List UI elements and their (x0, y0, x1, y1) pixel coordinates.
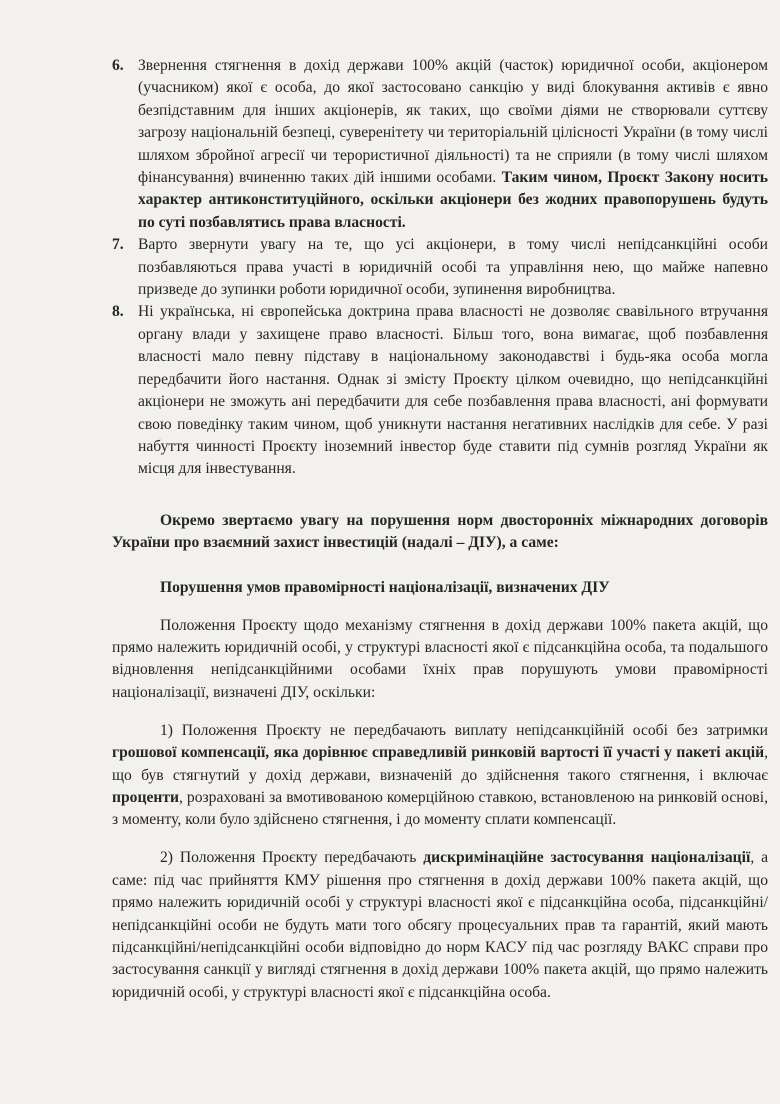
point-2-bold-a: дискримінаційне застосування націоналізації (423, 849, 751, 867)
item-text: Варто звернути увагу на те, що усі акціонери, в тому числі непідсанкційні особи позбавляються права участі в юридичній особі та управління нею, що майже напевно призведе до зупинки роботи юридичної особи, зупинення виробництва. (138, 236, 768, 299)
point-2-text-a: 2) Положення Проєкту передбачають (160, 849, 424, 867)
point-1-text-c: , розраховані за вмотивованою комерційною ставкою, встановленою на ринковій основі, з моменту, коли було здійснено стягнення, і до моменту сплати компенсації. (112, 788, 768, 829)
section-intro: Окремо звертаємо увагу на порушення норм двосторонніх міжнародних договорів України про взаємний захист інвестицій (надалі – ДІУ), а саме: (112, 511, 768, 552)
list-item-8 (112, 301, 768, 480)
point-1-text-b: , що був стягнутий у дохід держави, визначеній до здійснення такого стягнення, і включає (112, 744, 768, 784)
point-1-bold-a: грошової компенсації, яка дорівнює справедливій ринковій вартості її участі у пакеті акцій (112, 744, 765, 762)
item-number: 8. (112, 303, 124, 321)
item-text-regular: Звернення стягнення в дохід держави 100% акцій (часток) юридичної особи, акціонером (учасником) якої є особа, до якої застосовано санкцію у виді блокування активів є явно безпідставним для інших акціонерів, як таких, що своїми діями не створювали суттєву загрозу національній безпеці, суверенітету чи територіальній цілісності України (в тому числі шляхом збройної агресії чи терористичної діяльності) та не сприяли (в тому числі шляхом фінансування) вчиненню таких дій іншими особами. (138, 57, 768, 187)
point-2-text-b: , а саме: під час прийняття КМУ рішення про стягнення в дохід держави 100% пакета акцій, що прямо належить юридичній особі у структурі власності якої є підсанкційна особа, підсанкційні/непідсанкційні особи не будуть мати того обсягу процесуальних прав та гарантій, який мають підсанкційні/непідсанкційні особи відповідно до норм КАСУ під час розгляду ВАКС справи про застосування санкції у вигляді стягнення в дохід держави 100% пакета акцій, що прямо належить юридичній особі, у структурі власності якої є підсанкційна особа. (112, 849, 768, 1001)
point-1-bold-b: проценти (112, 788, 179, 806)
list-item-6 (112, 55, 768, 234)
item-text (138, 55, 768, 234)
point-2-paragraph (112, 847, 768, 1004)
item-text: Ні українська, ні європейська доктрина права власності не дозволяє свавільного втручання органу влади у захищене право власності. Більш того, вона вимагає, щоб позбавлення власності мало певну підставу в національному законодавстві і будь-яка особа могла передбачити його настання. Однак зі змісту Проєкту цілком очевидно, що непідсанкційні акціонери не зможуть ані передбачити для себе позбавлення права власності, ані формувати свою поведінку таким чином, щоб уникнути настання негативних наслідків для себе. У разі набуття чинності Проєкту іноземний інвестор буде ставити під сумнів розгляд України як місця для інвестування. (138, 303, 768, 478)
item-text-bold: Таким чином, Проєкт Закону носить характер антиконституційного, оскільки акціонери без жодних правопорушень будуть по суті позбавлятись права власності. (138, 169, 768, 231)
document-body (112, 55, 768, 1020)
item-number: 7. (112, 236, 124, 254)
point-1-paragraph (112, 720, 768, 832)
point-1-text-a: 1) Положення Проєкту не передбачають виплату непідсанкційній особі без затримки (160, 721, 768, 739)
list-item-7 (112, 234, 768, 301)
main-paragraph: Положення Проєкту щодо механізму стягнення в дохід держави 100% пакета акцій, що прямо належить юридичній особі, у структурі власності якої є підсанкційна особа, та подальшого відновлення непідсанкційними особами їхніх прав порушують умови правомірності націоналізації, визначені ДІУ, оскільки: (112, 616, 768, 701)
section-subheading: Порушення умов правомірності націоналізації, визначених ДІУ (160, 578, 610, 596)
item-number: 6. (112, 57, 124, 74)
